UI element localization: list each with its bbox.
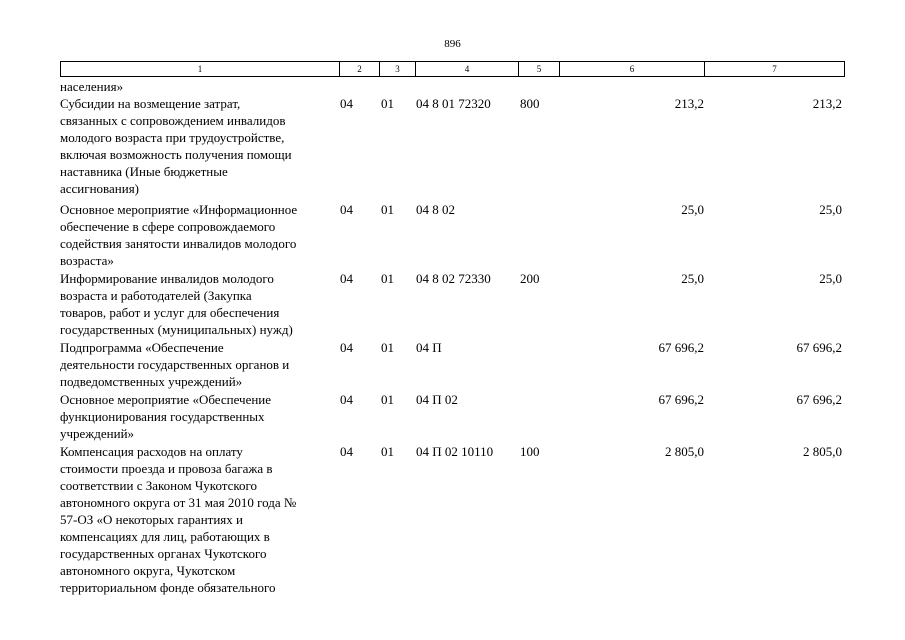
expense-type-code: 800 <box>520 96 540 111</box>
expense-type-code: 200 <box>520 271 540 286</box>
section-code: 04 <box>340 271 353 286</box>
target-article-code: 04 8 02 72330 <box>416 271 491 286</box>
description-line: связанных с сопровождением инвалидов <box>60 113 286 128</box>
description-line: компенсациях для лиц, работающих в <box>60 529 270 544</box>
target-article-code: 04 П 02 10110 <box>416 444 494 459</box>
column-header-1: 1 <box>61 62 340 77</box>
description-line: ассигнования) <box>60 181 140 196</box>
amount-col7: 25,0 <box>819 271 842 286</box>
description-line: товаров, работ и услуг для обеспечения <box>60 305 280 320</box>
subsection-code: 01 <box>381 96 394 111</box>
description-line: Компенсация расходов на оплату <box>60 444 243 459</box>
description-line: содействия занятости инвалидов молодого <box>60 236 297 251</box>
description-line: соответствии с Законом Чукотского <box>60 478 258 493</box>
target-article-code: 04 8 02 <box>416 202 455 217</box>
description-line: Субсидии на возмещение затрат, <box>60 96 241 111</box>
description-line: Информирование инвалидов молодого <box>60 271 274 286</box>
description-line: автономного округа, Чукотском <box>60 563 236 578</box>
column-header-2: 2 <box>340 62 380 77</box>
target-article-code: 04 П 02 <box>416 392 458 407</box>
description-line: государственных органах Чукотского <box>60 546 267 561</box>
target-article-code: 04 П <box>416 340 442 355</box>
column-header-4: 4 <box>416 62 519 77</box>
description-line: учреждений» <box>60 426 135 441</box>
amount-col6: 2 805,0 <box>665 444 704 459</box>
description-line: государственных (муниципальных) нужд) <box>60 322 293 337</box>
table-row-description <box>60 443 342 596</box>
subsection-code: 01 <box>381 340 394 355</box>
description-line: возраста» <box>60 253 114 268</box>
table-row-description <box>60 95 342 197</box>
subsection-code: 01 <box>381 392 394 407</box>
column-header-7: 7 <box>705 62 845 77</box>
page-number: 896 <box>444 38 461 50</box>
description-line: Основное мероприятие «Информационное <box>60 202 298 217</box>
column-header-5: 5 <box>519 62 560 77</box>
description-line: Основное мероприятие «Обеспечение <box>60 392 272 407</box>
continuation-text: населения» <box>60 79 124 94</box>
description-line: автономного округа от 31 мая 2010 года № <box>60 495 297 510</box>
amount-col7: 67 696,2 <box>796 392 842 407</box>
amount-col7: 67 696,2 <box>796 340 842 355</box>
description-line: территориальном фонде обязательного <box>60 580 276 595</box>
column-header-table <box>60 61 845 77</box>
amount-col6: 67 696,2 <box>658 340 704 355</box>
target-article-code: 04 8 01 72320 <box>416 96 491 111</box>
table-row-description <box>60 391 342 442</box>
description-line: включая возможность получения помощи <box>60 147 292 162</box>
section-code: 04 <box>340 444 353 459</box>
expense-type-code: 100 <box>520 444 540 459</box>
table-row-description <box>60 201 342 269</box>
amount-col6: 25,0 <box>681 202 704 217</box>
description-line: функционирования государственных <box>60 409 265 424</box>
amount-col7: 25,0 <box>819 202 842 217</box>
section-code: 04 <box>340 392 353 407</box>
column-header-6: 6 <box>560 62 705 77</box>
amount-col7: 2 805,0 <box>803 444 842 459</box>
description-line: 57-ОЗ «О некоторых гарантиях и <box>60 512 243 527</box>
section-code: 04 <box>340 202 353 217</box>
description-line: возраста и работодателей (Закупка <box>60 288 252 303</box>
column-header-3: 3 <box>380 62 416 77</box>
amount-col6: 25,0 <box>681 271 704 286</box>
amount-col6: 67 696,2 <box>658 392 704 407</box>
description-line: наставника (Иные бюджетные <box>60 164 228 179</box>
subsection-code: 01 <box>381 271 394 286</box>
section-code: 04 <box>340 340 353 355</box>
description-line: молодого возраста при трудоустройстве, <box>60 130 285 145</box>
description-line: стоимости проезда и провоза багажа в <box>60 461 273 476</box>
table-row-description <box>60 270 342 338</box>
section-code: 04 <box>340 96 353 111</box>
subsection-code: 01 <box>381 202 394 217</box>
amount-col7: 213,2 <box>812 96 842 111</box>
description-line: обеспечение в сфере сопровождаемого <box>60 219 276 234</box>
description-line: Подпрограмма «Обеспечение <box>60 340 224 355</box>
amount-col6: 213,2 <box>674 96 704 111</box>
description-line: деятельности государственных органов и <box>60 357 290 372</box>
description-line: подведомственных учреждений» <box>60 374 243 389</box>
subsection-code: 01 <box>381 444 394 459</box>
table-row-description <box>60 339 342 390</box>
